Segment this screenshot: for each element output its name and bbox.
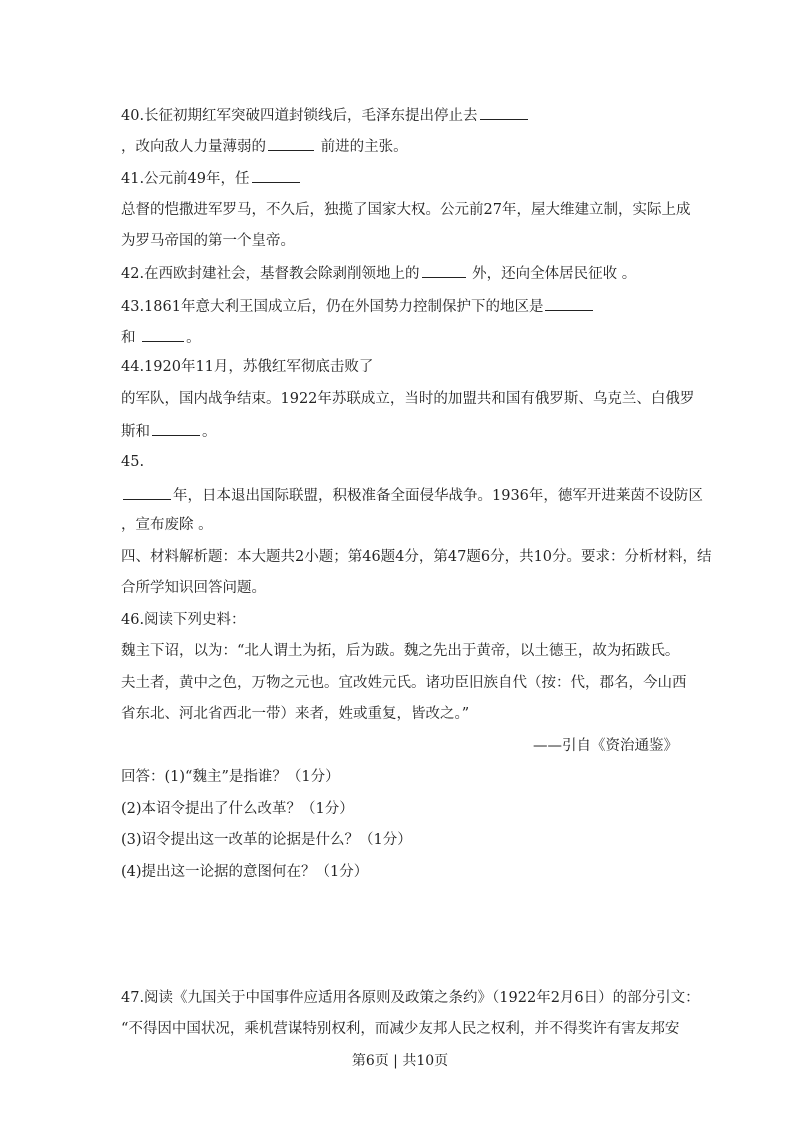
q41-line1 <box>121 167 302 189</box>
q40-line2 <box>121 135 408 157</box>
q44-text3b: 。 <box>202 424 217 440</box>
q41-line3: 为罗马帝国的第一个皇帝。 <box>121 233 295 249</box>
answer-blank <box>545 295 593 311</box>
q43-line1 <box>121 295 595 317</box>
q42-text-b: 外，还向全体居民征收 。 <box>467 266 637 282</box>
q44-line1: 44.1920年11月，苏俄红军彻底击败了 <box>121 359 374 375</box>
q43-line2 <box>121 326 201 348</box>
q46-source: ——引自《资治通鉴》 <box>533 738 678 754</box>
answer-blank <box>268 135 314 151</box>
section4-line1: 四、材料解析题：本大题共2小题；第46题4分，第47题6分，共10分。要求：分析材料，结 <box>121 549 712 565</box>
page-footer: 第6页 | 共10页 <box>351 1053 449 1069</box>
q43-text2a: 和 <box>121 330 141 346</box>
answer-blank <box>142 326 184 342</box>
q42-line <box>121 262 636 284</box>
q40-text1: 40.长征初期红军突破四道封锁线后，毛泽东提出停止去 <box>121 108 478 124</box>
q46-passage-line1: 魏主下诏，以为：“北人谓土为拓，后为跋。魏之先出于黄帝，以土德王，故为拓跋氏。 <box>121 643 680 659</box>
q47-line1: 47.阅读《九国关于中国事件应适用各原则及政策之条约》（1922年2月6日）的部分引文： <box>121 990 700 1006</box>
q44-text3a: 斯和 <box>121 424 150 440</box>
q44-line3 <box>121 420 217 442</box>
q40-text2b: 前进的主张。 <box>316 139 408 155</box>
q45-line3: ，宣布废除 。 <box>121 517 213 533</box>
q40-text2a: ，改向敌人力量薄弱的 <box>121 139 266 155</box>
q46-intro: 46.阅读下列史料： <box>121 612 246 628</box>
q45-text2: 年，日本退出国际联盟，积极准备全面侵华战争。1936年，德军开进莱茵不设防区 <box>173 488 703 504</box>
q46-passage-line3: 省东北、河北省西北一带）来者，姓或重复，皆改之。” <box>121 706 470 722</box>
answer-blank <box>252 167 300 183</box>
q43-text2b: 。 <box>186 330 201 346</box>
q46-question2: (2)本诏令提出了什么改革？（1分） <box>121 801 354 817</box>
q46-passage-line2: 夫土者，黄中之色，万物之元也。宜改姓元氏。诸功臣旧族自代（按：代，郡名，今山西 <box>121 675 687 691</box>
section4-line2: 合所学知识回答问题。 <box>121 580 266 596</box>
answer-blank <box>152 420 200 436</box>
q46-question1: 回答：(1)“魏主”是指谁？（1分） <box>121 769 340 785</box>
q40-line1 <box>121 104 530 126</box>
q41-text1: 41.公元前49年，任 <box>121 171 250 187</box>
answer-blank <box>480 104 528 120</box>
q46-question3: (3)诏令提出这一改革的论据是什么？（1分） <box>121 832 412 848</box>
q41-line2: 总督的恺撒进军罗马，不久后，独揽了国家大权。公元前27年，屋大维建立制，实际上成 <box>121 202 691 218</box>
answer-blank <box>123 484 171 500</box>
q45-line1: 45. <box>121 454 145 470</box>
q42-text-a: 42.在西欧封建社会，基督教会除剥削领地上的 <box>121 266 420 282</box>
q43-text1: 43.1861年意大利王国成立后，仍在外国势力控制保护下的地区是 <box>121 299 544 315</box>
q47-line2: “不得因中国状况，乘机营谋特别权利，而减少友邦人民之权利，并不得奖许有害友邦安 <box>121 1021 680 1037</box>
q45-line2 <box>121 484 703 506</box>
q44-line2: 的军队，国内战争结束。1922年苏联成立，当时的加盟共和国有俄罗斯、乌克兰、白俄罗 <box>121 391 695 407</box>
answer-blank <box>422 262 466 278</box>
q46-question4: (4)提出这一论据的意图何在？（1分） <box>121 864 369 880</box>
